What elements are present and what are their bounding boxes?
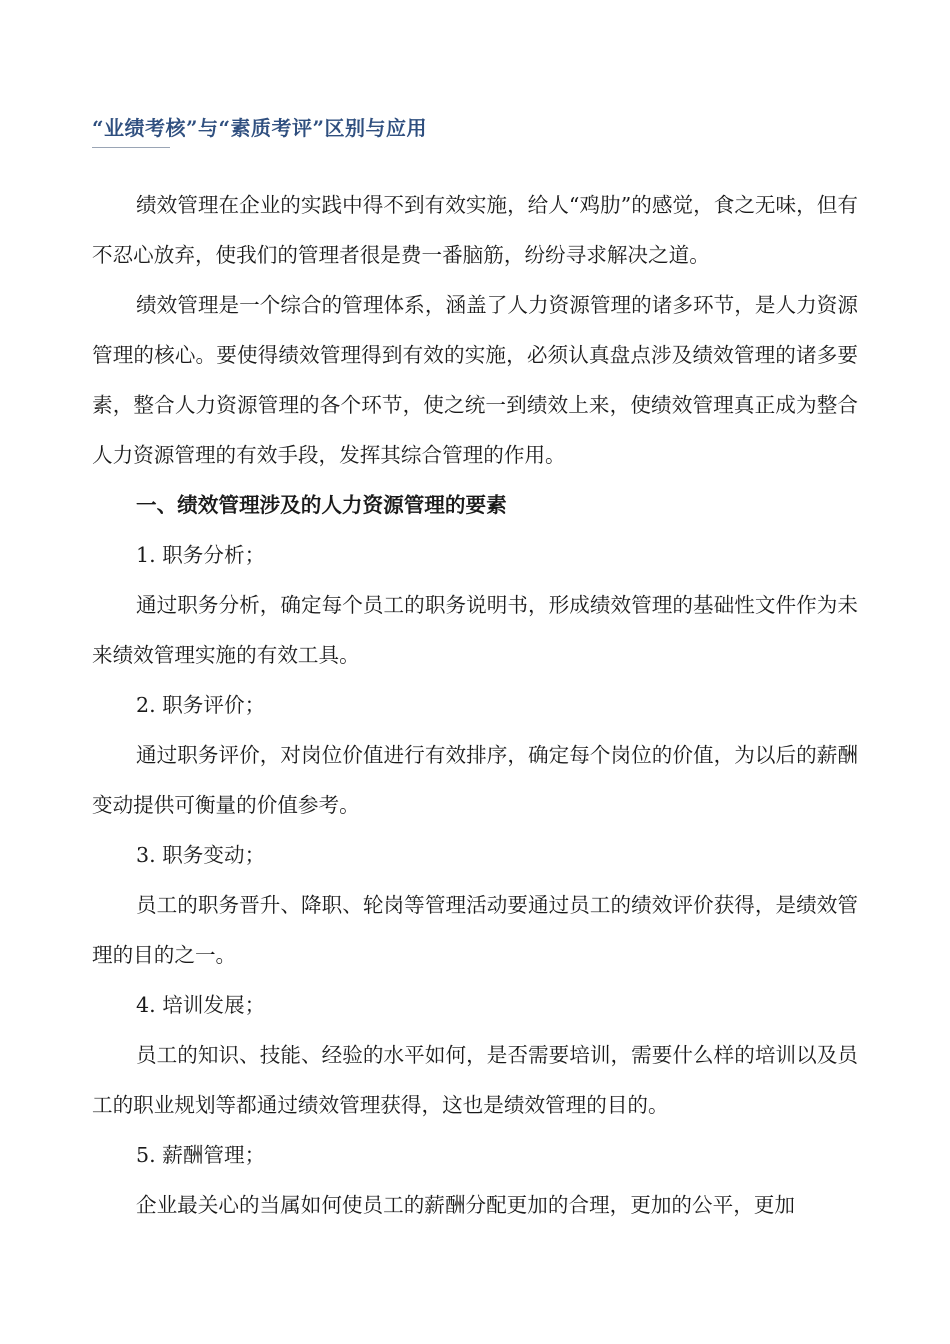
list-item-heading: 5. 薪酬管理； bbox=[136, 1143, 266, 1167]
document-body bbox=[92, 180, 858, 1230]
list-item-heading: 2. 职务评价； bbox=[136, 693, 266, 717]
list-item-heading: 3. 职务变动； bbox=[136, 843, 266, 867]
section-heading: 一、绩效管理涉及的人力资源管理的要素 bbox=[136, 493, 507, 517]
list-item-body: 通过职务分析，确定每个员工的职务说明书，形成绩效管理的基础性文件作为未来绩效管理实施的有效工具。 bbox=[92, 593, 858, 667]
title-underline bbox=[92, 147, 170, 148]
list-item-body: 员工的职务晋升、降职、轮岗等管理活动要通过员工的绩效评价获得，是绩效管理的目的之一。 bbox=[92, 893, 858, 967]
list-item-body: 企业最关心的当属如何使员工的薪酬分配更加的合理，更加的公平，更加 bbox=[136, 1193, 795, 1217]
document-title: “业绩考核”与“素质考评”区别与应用 bbox=[92, 116, 428, 140]
list-item-heading: 4. 培训发展； bbox=[136, 993, 266, 1017]
list-item-heading: 1. 职务分析； bbox=[136, 543, 266, 567]
list-item-body: 员工的知识、技能、经验的水平如何，是否需要培训，需要什么样的培训以及员工的职业规划等都通过绩效管理获得，这也是绩效管理的目的。 bbox=[92, 1043, 858, 1117]
paragraph-intro: 绩效管理在企业的实践中得不到有效实施，给人“鸡肋”的感觉，食之无味，但有不忍心放弃，使我们的管理者很是费一番脑筋，纷纷寻求解决之道。 bbox=[92, 193, 858, 267]
paragraph-overview: 绩效管理是一个综合的管理体系，涵盖了人力资源管理的诸多环节，是人力资源管理的核心。要使得绩效管理得到有效的实施，必须认真盘点涉及绩效管理的诸多要素，整合人力资源管理的各个环节，使之统一到绩效上来，使绩效管理真正成为整合人力资源管理的有效手段，发挥其综合管理的作用。 bbox=[92, 293, 858, 467]
list-item-body: 通过职务评价，对岗位价值进行有效排序，确定每个岗位的价值，为以后的薪酬变动提供可衡量的价值参考。 bbox=[92, 743, 858, 817]
